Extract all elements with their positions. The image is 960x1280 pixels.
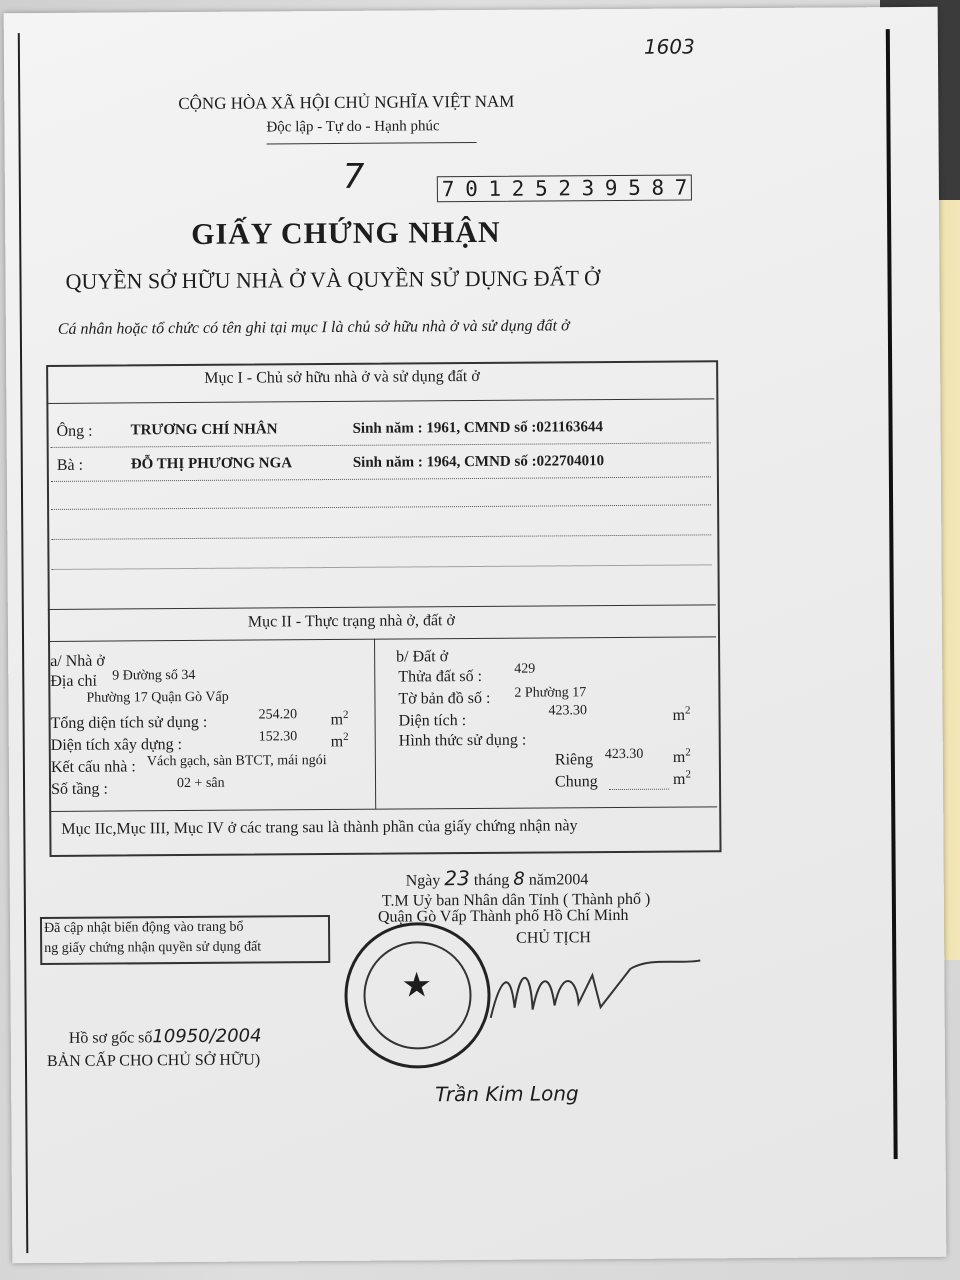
copy-for-label: BẢN CẤP CHO CHỦ SỞ HỮU) [46,1051,261,1070]
date-day: 23 [444,866,470,891]
owner2-info: Sinh năm : 1964, CMND số :022704010 [352,453,605,471]
build-area-label: Diện tích xây dựng : [50,736,183,754]
unit-sup: 2 [343,730,349,743]
structure-value: Vách gạch, sàn BTCT, mái ngói [146,753,327,770]
owner2-title: Bà : [56,456,84,474]
floors-value: 02 + sân [176,775,225,792]
owner2-name: ĐỖ THỊ PHƯƠNG NGA [130,455,293,473]
unit-m: m [672,706,686,724]
land-label: b/ Đất ở [396,648,449,666]
date-year-prefix: năm [528,871,557,889]
unit-m: m [330,711,344,729]
house-label: a/ Nhà ở [50,652,105,670]
floors-label: Số tầng : [51,780,109,798]
private-value: 423.30 [604,746,644,763]
date-year: 2004 [556,871,589,889]
map-value: 2 Phường 17 [514,685,587,701]
unit-sup: 2 [684,704,691,717]
certificate-page [4,7,947,1263]
page-border-right [886,29,898,1159]
plot-value: 429 [514,661,536,677]
authority-line2: Quận Gò Vấp Thành phố Hồ Chí Minh [377,906,629,926]
serial-number: 7 0 1 2 5 2 3 9 5 8 7 [437,174,692,202]
total-area-value: 254.20 [258,707,298,723]
chairman-signature [480,946,711,1038]
address-line2: Phường 17 Quận Gò Vấp [86,689,229,706]
seal-star-icon: ★ [401,967,433,1005]
shared-label: Chung [554,773,598,791]
private-label: Riêng [554,751,594,769]
build-area-value: 152.30 [258,729,298,745]
official-seal [344,922,491,1069]
file-label: Hồ sơ gốc số [68,1029,153,1047]
map-label: Tờ bản đồ số : [398,689,491,708]
motto-underline [267,142,477,144]
plot-label: Thửa đất số : [398,667,483,686]
unit-sup: 2 [342,708,349,721]
unit-m: m [672,770,686,788]
page-border-left [18,33,29,1253]
structure-label: Kết cấu nhà : [50,758,136,776]
republic-heading: CỘNG HÒA XÃ HỘI CHỦ NGHĨA VIỆT NAM [178,91,515,114]
land-area-value: 423.30 [548,703,588,719]
page-number: 1603 [643,34,695,59]
file-number: 10950/2004 [152,1025,262,1048]
motto: Độc lập - Tự do - Hạnh phúc [266,118,440,136]
handwritten-mark: 7 [342,156,365,197]
update-note-line2: ng giấy chứng nhận quyền sử dụng đất [44,939,262,957]
section2-heading: Mục II - Thực trạng nhà ở, đất ở [247,612,455,631]
certificate-title: GIẤY CHỨNG NHẬN [191,215,501,251]
signer-name: Trần Kim Long [435,1081,579,1107]
owner1-title: Ông : [56,422,93,440]
section2-footer: Mục IIc,Mục III, Mục IV ở các trang sau là thành phần của giấy chứng nhận này [61,817,578,838]
date-month: 8 [513,868,525,890]
unit-sup: 2 [685,746,691,759]
section1-heading: Mục I - Chủ sở hữu nhà ở và sử dụng đất ở [204,367,480,387]
date-prefix: Ngày [405,872,441,890]
owner1-name: TRƯƠNG CHÍ NHÂN [130,421,278,439]
unit-sup: 2 [685,768,691,781]
update-note-line1: Đã cập nhật biến động vào trang bổ [43,919,244,937]
authority-line1: T.M Uỷ ban Nhân dân Tỉnh ( Thành phố ) [381,890,651,910]
unit-m: m [672,748,686,766]
land-area-label: Diện tích : [398,712,467,730]
unit-m: m [330,733,344,751]
total-area-label: Tổng diện tích sử dụng : [50,713,208,732]
chairman-role: CHỦ TỊCH [516,929,592,947]
use-label: Hình thức sử dụng : [398,731,527,750]
date-month-prefix: tháng [473,871,510,890]
address-label: Địa chỉ [50,672,98,690]
owner1-info: Sinh năm : 1961, CMND số :021163644 [352,419,604,437]
address-line1: 9 Đường số 34 [112,667,196,684]
intro-text: Cá nhân hoặc tổ chức có tên ghi tại mục I là chủ sở hữu nhà ở và sử dụng đất ở [57,317,570,338]
certificate-subtitle: QUYỀN SỞ HỮU NHÀ Ở VÀ QUYỀN SỬ DỤNG ĐẤT Ở [65,265,601,294]
